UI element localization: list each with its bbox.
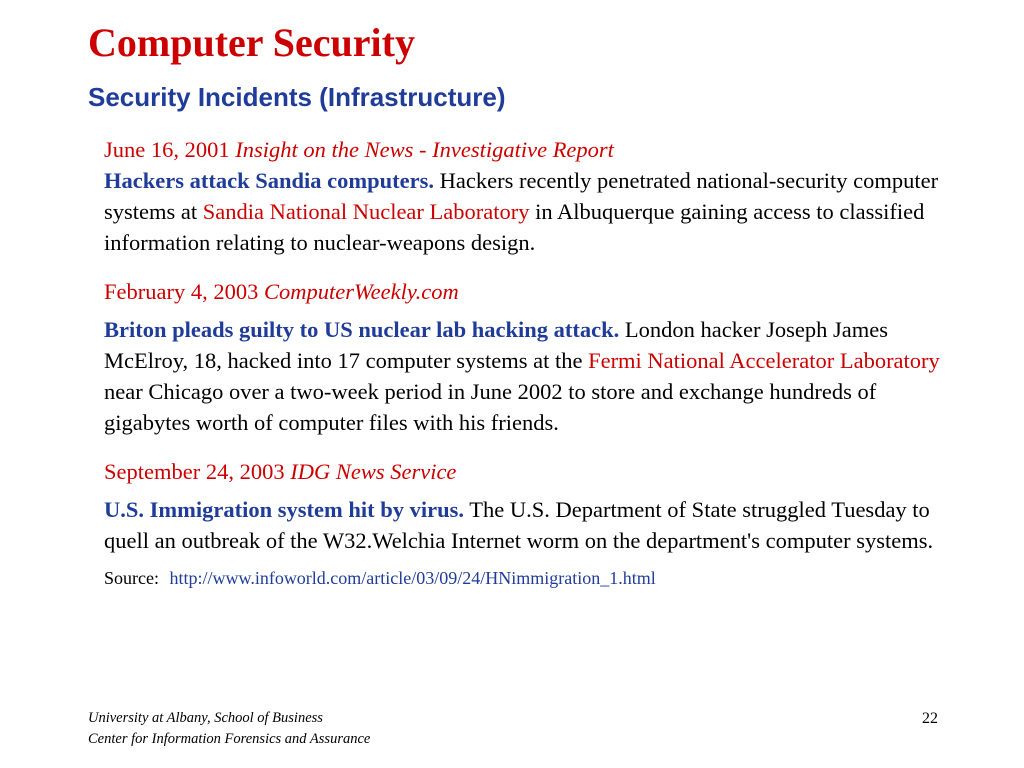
source-link[interactable]: http://www.infoworld.com/article/03/09/24/HNimmigration_1.html <box>169 568 656 588</box>
incident-source: Insight on the News - Investigative Report <box>235 137 614 162</box>
incident-text <box>104 494 944 556</box>
incident-source: IDG News Service <box>290 459 457 484</box>
slide-content <box>104 134 944 590</box>
slide-subtitle: Security Incidents (Infrastructure) <box>88 82 506 112</box>
incident-date: June 16, 2001 <box>104 137 230 162</box>
incident-dateline <box>104 276 944 307</box>
incident-text <box>104 314 944 438</box>
incident-headline: Briton pleads guilty to US nuclear lab hacking attack. <box>104 317 620 342</box>
incident-body: London hacker Joseph James McElroy, 18, hacked into 17 computer systems at the <box>104 317 888 373</box>
incident-highlight: Sandia National Nuclear Laboratory <box>202 199 530 224</box>
incident-item <box>104 276 944 438</box>
incident-body-continued: in Albuquerque gaining access to classified information relating to nuclear-weapons design. <box>104 199 925 255</box>
source-label: Source: <box>104 568 159 588</box>
incident-text <box>104 165 944 258</box>
incident-source: ComputerWeekly.com <box>263 279 459 304</box>
incident-body: The U.S. Department of State struggled Tuesday to quell an outbreak of the W32.Welchia Internet worm on the department's computer systems. <box>104 497 934 553</box>
slide-title: Computer Security <box>88 20 415 65</box>
source-citation <box>104 566 944 590</box>
incident-dateline <box>104 134 944 165</box>
incident-headline: Hackers attack Sandia computers. <box>104 168 434 193</box>
incident-body: Hackers recently penetrated national-security computer systems at <box>104 168 939 224</box>
incident-body-continued: near Chicago over a two-week period in June 2002 to store and exchange hundreds of gigabytes worth of computer files with his friends. <box>104 379 877 435</box>
incident-item <box>104 456 944 556</box>
incident-dateline <box>104 456 944 487</box>
incident-date: February 4, 2003 <box>104 279 259 304</box>
incident-headline: U.S. Immigration system hit by virus. <box>104 497 465 522</box>
incident-highlight: Fermi National Accelerator Laboratory <box>588 348 940 373</box>
footer-center: Center for Information Forensics and Assurance <box>88 731 371 747</box>
incident-date: September 24, 2003 <box>104 459 285 484</box>
footer-institution: University at Albany, School of Business <box>88 710 323 726</box>
page-number: 22 <box>922 710 938 727</box>
footer <box>88 708 370 750</box>
incident-item <box>104 134 944 258</box>
